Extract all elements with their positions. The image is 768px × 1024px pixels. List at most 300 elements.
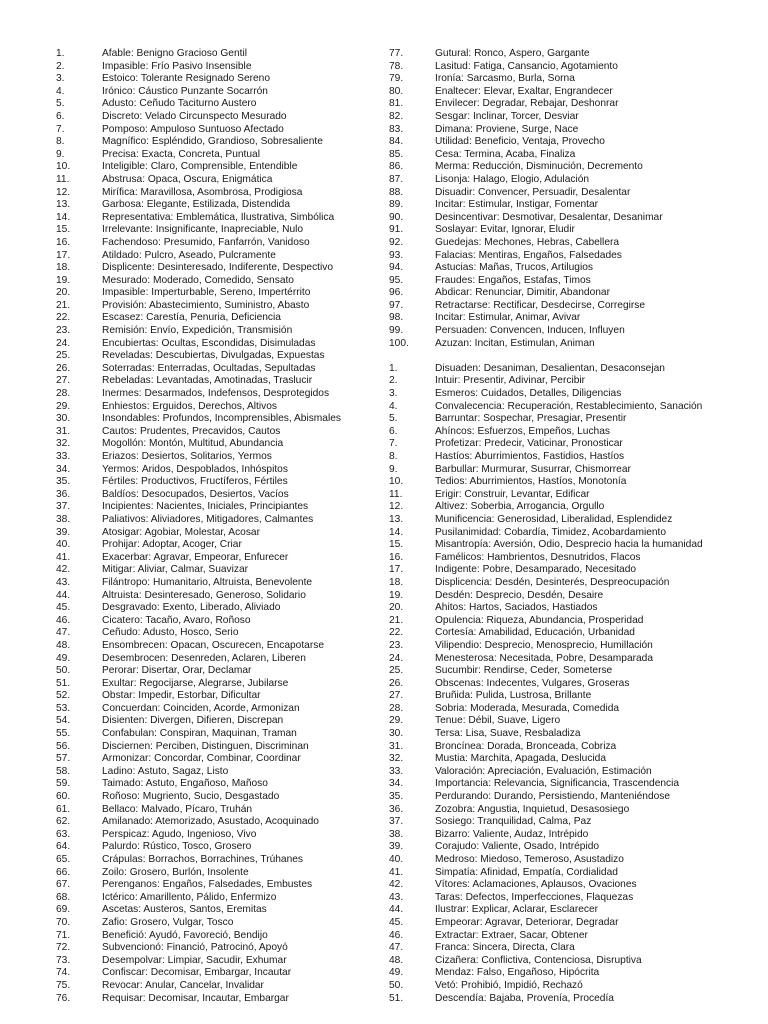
item-text: Enhiestos: Erguidos, Derechos, Altivos (102, 400, 277, 412)
list-item (389, 766, 719, 779)
list-item (56, 753, 376, 766)
item-text: Desgravado: Exento, Liberado, Aliviado (102, 602, 281, 614)
list-item (56, 350, 376, 363)
item-number: 83. (389, 123, 404, 135)
item-text: Profetizar: Predecir, Vaticinar, Pronosticar (435, 438, 623, 450)
list-item (389, 564, 719, 577)
list-item (389, 199, 719, 212)
item-text: Medroso: Miedoso, Temeroso, Asustadizo (435, 854, 624, 865)
item-number: 19. (389, 589, 404, 601)
item-number: 44. (56, 589, 71, 601)
item-text: Incitar: Estimular, Instigar, Fomentar (435, 199, 599, 211)
list-item (56, 678, 376, 691)
left-column (56, 48, 376, 1005)
list-item (56, 426, 376, 439)
item-text: Disuadir: Convencer, Persuadir, Desalentar (435, 186, 631, 198)
item-number: 47. (56, 627, 71, 639)
list-item (56, 627, 376, 640)
item-text: Hastíos: Aburrimientos, Fastidios, Hastíos (435, 451, 625, 462)
item-text: Reveladas: Descubiertas, Divulgadas, Expuestas (102, 350, 325, 362)
list-item (389, 753, 719, 766)
list-item (389, 917, 719, 930)
item-number: 3. (56, 73, 65, 85)
item-text: Representativa: Emblemática, Ilustrativa, Simbólica (102, 211, 335, 223)
list-item (56, 841, 376, 854)
item-number: 1. (56, 48, 65, 59)
item-number: 6. (389, 425, 398, 437)
item-text: Fértiles: Productivos, Fructíferos, Fértiles (102, 476, 288, 488)
item-number: 38. (389, 828, 404, 840)
item-text: Altivez: Soberbia, Arrogancia, Orgullo (435, 501, 605, 513)
item-text: Lasitud: Fatiga, Cansancio, Agotamiento (435, 60, 618, 72)
list-item (389, 489, 719, 502)
item-text: Retractarse: Rectificar, Desdecirse, Corregirse (435, 299, 646, 311)
item-text: Vítores: Aclamaciones, Aplausos, Ovaciones (435, 879, 637, 891)
list-item (389, 61, 719, 74)
list-item (389, 363, 719, 376)
list-item (56, 590, 376, 603)
item-text: Dimana: Proviene, Surge, Nace (435, 123, 579, 135)
list-gap (389, 350, 719, 363)
item-number: 44. (389, 904, 404, 916)
item-text: Barruntar: Sospechar, Presagiar, Presentir (435, 413, 627, 425)
item-text: Ascetas: Austeros, Santos, Eremitas (102, 904, 267, 916)
item-text: Bellaco: Malvado, Pícaro, Truhán (102, 803, 253, 815)
list-item (56, 741, 376, 754)
item-text: Mendaz: Falso, Engañoso, Hipócrita (435, 967, 600, 979)
item-text: Disuaden: Desaniman, Desalientan, Desaconsejan (435, 362, 665, 374)
item-number: 2. (56, 60, 65, 72)
item-number: 100. (389, 337, 409, 349)
item-text: Filántropo: Humanitario, Altruista, Benevolente (102, 576, 313, 588)
list-item (389, 778, 719, 791)
item-text: Perdurando: Durando, Persistiendo, Manteniéndose (435, 791, 671, 803)
item-number: 87. (389, 173, 404, 185)
item-text: Convalecencia: Recuperación, Restablecimiento, Sanación (435, 400, 703, 412)
item-text: Pomposo: Ampuloso Suntuoso Afectado (102, 123, 284, 135)
item-number: 57. (56, 753, 71, 765)
item-number: 26. (56, 362, 71, 374)
list-item (56, 262, 376, 275)
item-text: Roñoso: Mugriento, Sucio, Desgastado (102, 791, 280, 803)
item-number: 37. (56, 501, 71, 513)
item-text: Perspicaz: Agudo, Ingenioso, Vivo (102, 828, 257, 840)
list-item (56, 438, 376, 451)
list-item (389, 287, 719, 300)
item-number: 77. (389, 48, 404, 59)
item-text: Discreto: Velado Circunspecto Mesurado (102, 110, 287, 122)
item-text: Yermos: Áridos, Despoblados, Inhóspitos (102, 463, 288, 475)
list-item (56, 338, 376, 351)
list-item (56, 124, 376, 137)
item-number: 95. (389, 274, 404, 286)
item-text: Obscenas: Indecentes, Vulgares, Groseras (435, 677, 630, 689)
item-number: 45. (389, 916, 404, 928)
item-number: 23. (56, 325, 71, 337)
item-text: Obstar: Impedir, Estorbar, Dificultar (102, 690, 261, 702)
item-number: 21. (56, 299, 71, 311)
item-number: 13. (389, 513, 404, 525)
item-number: 2. (389, 375, 398, 387)
item-text: Fraudes: Engaños, Estafas, Timos (435, 274, 591, 286)
list-item (56, 690, 376, 703)
item-text: Inermes: Desarmados, Indefensos, Desprotegidos (102, 388, 330, 400)
item-text: Cizañera: Conflictiva, Contenciosa, Disruptiva (435, 954, 642, 966)
list-item (389, 678, 719, 691)
list-item (56, 917, 376, 930)
item-text: Azuzan: Incitan, Estimulan, Animan (435, 337, 595, 349)
list-item (56, 73, 376, 86)
item-number: 50. (56, 665, 71, 677)
item-number: 24. (389, 652, 404, 664)
list-item (56, 250, 376, 263)
item-number: 48. (56, 639, 71, 651)
item-text: Zoilo: Grosero, Burlón, Insolente (102, 866, 249, 878)
item-text: Tersa: Lisa, Suave, Resbaladiza (435, 728, 581, 740)
item-text: Confiscar: Decomisar, Embargar, Incautar (102, 967, 292, 979)
item-text: Impasible: Frío Pasivo Insensible (102, 60, 252, 72)
list-item (56, 791, 376, 804)
item-number: 20. (56, 287, 71, 299)
item-number: 32. (56, 438, 71, 450)
list-item (389, 552, 719, 565)
item-text: Munificencia: Generosidad, Liberalidad, Esplendidez (435, 513, 673, 525)
list-item (56, 514, 376, 527)
list-item (56, 955, 376, 968)
item-number: 19. (56, 274, 71, 286)
list-item (56, 237, 376, 250)
item-number: 80. (389, 85, 404, 97)
item-text: Baldíos: Desocupados, Desiertos, Vacíos (102, 488, 289, 500)
item-text: Perorar: Disertar, Orar, Declamar (102, 665, 252, 677)
item-number: 9. (56, 148, 65, 160)
item-text: Vetó: Prohibió, Impidió, Rechazó (435, 979, 583, 991)
list-item (56, 867, 376, 880)
item-number: 48. (389, 954, 404, 966)
list-item (389, 464, 719, 477)
item-text: Persuaden: Convencen, Inducen, Influyen (435, 325, 625, 337)
item-number: 49. (56, 652, 71, 664)
item-number: 3. (389, 388, 398, 400)
list-item (56, 489, 376, 502)
item-text: Fachendoso: Presumido, Fanfarrón, Vanidoso (102, 236, 310, 248)
item-number: 5. (56, 98, 65, 110)
list-item (56, 199, 376, 212)
list-item (389, 854, 719, 867)
item-number: 16. (389, 551, 404, 563)
item-number: 70. (56, 916, 71, 928)
list-item (56, 552, 376, 565)
list-item (389, 867, 719, 880)
list-item (56, 967, 376, 980)
item-text: Ensombrecen: Opacan, Oscurecen, Encapotarse (102, 639, 324, 651)
item-number: 81. (389, 98, 404, 110)
list-item (56, 212, 376, 225)
item-text: Bruñida: Pulida, Lustrosa, Brillante (435, 690, 592, 702)
right-column (389, 48, 719, 1005)
list-item (56, 464, 376, 477)
list-item (389, 438, 719, 451)
item-text: Disciernen: Perciben, Distinguen, Discriminan (102, 740, 309, 752)
item-number: 33. (56, 451, 71, 462)
list-item (56, 451, 376, 464)
list-item (389, 841, 719, 854)
item-number: 43. (56, 576, 71, 588)
list-item (56, 564, 376, 577)
item-text: Mesurado: Moderado, Comedido, Sensato (102, 274, 294, 286)
list-item (56, 61, 376, 74)
item-text: Ahitos: Hartos, Saciados, Hastiados (435, 602, 598, 614)
item-number: 46. (389, 929, 404, 941)
item-text: Exultar: Regocijarse, Alegrarse, Jubilarse (102, 677, 289, 689)
item-number: 53. (56, 702, 71, 714)
item-number: 8. (389, 451, 398, 462)
item-number: 72. (56, 942, 71, 954)
item-number: 52. (56, 690, 71, 702)
list-item (56, 401, 376, 414)
item-text: Impasible: Imperturbable, Sereno, Impertérrito (102, 287, 311, 299)
list-item (389, 338, 719, 351)
item-text: Rebeladas: Levantadas, Amotinadas, Traslucir (102, 375, 313, 387)
item-number: 84. (389, 136, 404, 148)
item-text: Barbullar: Murmurar, Susurrar, Chismorrear (435, 463, 631, 475)
item-text: Cortesía: Amabilidad, Educación, Urbanidad (435, 627, 635, 639)
item-text: Sosiego: Tranquilidad, Calma, Paz (435, 816, 592, 828)
list-item (56, 640, 376, 653)
item-number: 94. (389, 262, 404, 274)
item-text: Exacerbar: Agravar, Empeorar, Enfurecer (102, 551, 289, 563)
item-number: 71. (56, 929, 71, 941)
item-number: 30. (389, 728, 404, 740)
item-number: 22. (56, 312, 71, 324)
item-number: 42. (389, 879, 404, 891)
list-item (389, 388, 719, 401)
list-item (56, 539, 376, 552)
item-text: Gutural: Ronco, Áspero, Gargante (435, 48, 590, 59)
item-text: Corajudo: Valiente, Osado, Intrépido (435, 841, 600, 853)
item-number: 97. (389, 299, 404, 311)
list-item (389, 174, 719, 187)
list-item (56, 602, 376, 615)
item-text: Ilustrar: Explicar, Aclarar, Esclarecer (435, 904, 599, 916)
item-number: 90. (389, 211, 404, 223)
list-item (56, 312, 376, 325)
item-text: Extractar: Extraer, Sacar, Obtener (435, 929, 588, 941)
item-number: 39. (56, 526, 71, 538)
item-number: 22. (389, 627, 404, 639)
item-number: 91. (389, 224, 404, 236)
list-item (56, 615, 376, 628)
list-item (389, 124, 719, 137)
item-text: Incipientes: Nacientes, Iniciales, Principiantes (102, 501, 309, 513)
item-text: Intuir: Presentir, Adivinar, Percibir (435, 375, 586, 387)
list-item (389, 967, 719, 980)
item-text: Benefició: Ayudó, Favoreció, Bendijo (102, 929, 268, 941)
item-number: 99. (389, 325, 404, 337)
item-text: Mustia: Marchita, Apagada, Deslucida (435, 753, 607, 765)
item-text: Indigente: Pobre, Desamparado, Necesitado (435, 564, 637, 576)
item-text: Soslayar: Evitar, Ignorar, Eludir (435, 224, 575, 236)
item-number: 41. (56, 551, 71, 563)
item-number: 65. (56, 854, 71, 865)
list-item (389, 904, 719, 917)
item-number: 85. (389, 148, 404, 160)
list-item (389, 237, 719, 250)
list-item (389, 300, 719, 313)
item-text: Astucias: Mañas, Trucos, Artilugios (435, 262, 593, 274)
item-text: Menesterosa: Necesitada, Pobre, Desamparada (435, 652, 654, 664)
item-number: 17. (389, 564, 404, 576)
item-number: 11. (389, 488, 403, 500)
item-number: 28. (56, 388, 71, 400)
list-item (56, 665, 376, 678)
item-text: Ahíncos: Esfuerzos, Empeños, Luchas (435, 425, 610, 437)
item-number: 40. (389, 854, 404, 865)
item-number: 27. (56, 375, 71, 387)
item-number: 35. (56, 476, 71, 488)
item-text: Armonizar: Concordar, Combinar, Coordinar (102, 753, 301, 765)
item-number: 7. (56, 123, 65, 135)
list-item (389, 602, 719, 615)
item-number: 18. (389, 576, 404, 588)
list-item (389, 590, 719, 603)
item-number: 76. (56, 992, 71, 1004)
item-text: Valoración: Apreciación, Evaluación, Estimación (435, 765, 652, 777)
list-item (389, 942, 719, 955)
item-number: 89. (389, 199, 404, 211)
item-number: 31. (389, 740, 404, 752)
list-item (56, 287, 376, 300)
item-text: Garbosa: Elegante, Estilizada, Distendida (102, 199, 291, 211)
item-text: Zozobra: Angustia, Inquietud, Desasosiego (435, 803, 630, 815)
list-item (389, 728, 719, 741)
list-item (389, 262, 719, 275)
list-item (389, 413, 719, 426)
list-item (56, 187, 376, 200)
list-item (389, 539, 719, 552)
item-number: 23. (389, 639, 404, 651)
item-text: Famélicos: Hambrientos, Desnutridos, Flacos (435, 551, 641, 563)
list-item (56, 829, 376, 842)
list-item (389, 690, 719, 703)
item-number: 26. (389, 677, 404, 689)
list-item (389, 476, 719, 489)
item-number: 42. (56, 564, 71, 576)
item-number: 6. (56, 110, 65, 122)
list-item (389, 816, 719, 829)
list-item (389, 73, 719, 86)
list-item (56, 930, 376, 943)
list-item (56, 980, 376, 993)
list-item (56, 375, 376, 388)
item-text: Escasez: Carestía, Penuria, Deficiencia (102, 312, 281, 324)
item-number: 12. (389, 501, 404, 513)
item-text: Afable: Benigno Gracioso Gentil (102, 48, 247, 59)
item-number: 16. (56, 236, 71, 248)
list-item (389, 212, 719, 225)
list-item (389, 426, 719, 439)
item-text: Simpatía: Afinidad, Empatía, Cordialidad (435, 866, 618, 878)
item-text: Remisión: Envío, Expedición, Transmisión (102, 325, 293, 337)
item-text: Esmeros: Cuidados, Detalles, Diligencias (435, 388, 622, 400)
item-number: 41. (389, 866, 404, 878)
item-number: 64. (56, 841, 71, 853)
item-text: Altruista: Desinteresado, Generoso, Solidario (102, 589, 306, 601)
item-text: Paliativos: Aliviadores, Mitigadores, Calmantes (102, 513, 314, 525)
item-text: Desdén: Desprecio, Desdén, Desaire (435, 589, 604, 601)
list-item (56, 476, 376, 489)
item-text: Mirífica: Maravillosa, Asombrosa, Prodigiosa (102, 186, 303, 198)
list-item (389, 48, 719, 61)
list-item (56, 48, 376, 61)
right-column-bottom-list (389, 363, 719, 1005)
item-text: Ictérico: Amarillento, Pálido, Enfermizo (102, 891, 277, 903)
item-number: 15. (56, 224, 71, 236)
list-item (389, 879, 719, 892)
item-text: Atosigar: Agobiar, Molestar, Acosar (102, 526, 260, 538)
item-text: Insondables: Profundos, Incomprensibles, Abismales (102, 413, 341, 425)
item-number: 25. (389, 665, 404, 677)
list-item (56, 413, 376, 426)
item-number: 24. (56, 337, 71, 349)
item-number: 30. (56, 413, 71, 425)
item-text: Crápulas: Borrachos, Borrachines, Trúhanes (102, 854, 304, 865)
item-text: Sobria: Moderada, Mesurada, Comedida (435, 702, 620, 714)
item-text: Falacias: Mentiras, Engaños, Falsedades (435, 249, 622, 261)
item-number: 75. (56, 979, 71, 991)
item-text: Estoico: Tolerante Resignado Sereno (102, 73, 271, 85)
item-text: Confabulan: Conspiran, Maquinan, Traman (102, 728, 297, 740)
item-number: 36. (56, 488, 71, 500)
item-text: Precisa: Exacta, Concreta, Puntual (102, 148, 260, 160)
item-number: 39. (389, 841, 404, 853)
item-text: Provisión: Abastecimiento, Suministro, Abasto (102, 299, 310, 311)
list-item (56, 993, 376, 1006)
list-item (56, 388, 376, 401)
item-number: 66. (56, 866, 71, 878)
list-item (56, 300, 376, 313)
list-item (389, 993, 719, 1006)
list-item (56, 942, 376, 955)
item-number: 69. (56, 904, 71, 916)
list-item (389, 615, 719, 628)
item-number: 36. (389, 803, 404, 815)
list-item (389, 250, 719, 263)
item-number: 50. (389, 979, 404, 991)
item-text: Palurdo: Rústico, Tosco, Grosero (102, 841, 252, 853)
item-text: Atildado: Pulcro, Aseado, Pulcramente (102, 249, 276, 261)
item-number: 20. (389, 602, 404, 614)
list-item (56, 816, 376, 829)
item-text: Ladino: Astuto, Sagaz, Listo (102, 765, 229, 777)
item-number: 4. (56, 85, 65, 97)
list-item (389, 86, 719, 99)
item-text: Ceñudo: Adusto, Hosco, Serio (102, 627, 239, 639)
item-text: Enaltecer: Elevar, Exaltar, Engrandecer (435, 85, 613, 97)
item-number: 51. (56, 677, 71, 689)
item-number: 1. (389, 362, 398, 374)
item-text: Requisar: Decomisar, Incautar, Embargar (102, 992, 289, 1004)
list-item (56, 892, 376, 905)
item-text: Disienten: Divergen, Difieren, Discrepan (102, 715, 284, 727)
list-item (56, 728, 376, 741)
item-text: Zafio: Grosero, Vulgar, Tosco (102, 916, 234, 928)
item-text: Tedios: Aburrimientos, Hastíos, Monotonía (435, 476, 627, 488)
list-item (389, 451, 719, 464)
item-number: 33. (389, 765, 404, 777)
list-item (389, 930, 719, 943)
item-number: 60. (56, 791, 71, 803)
